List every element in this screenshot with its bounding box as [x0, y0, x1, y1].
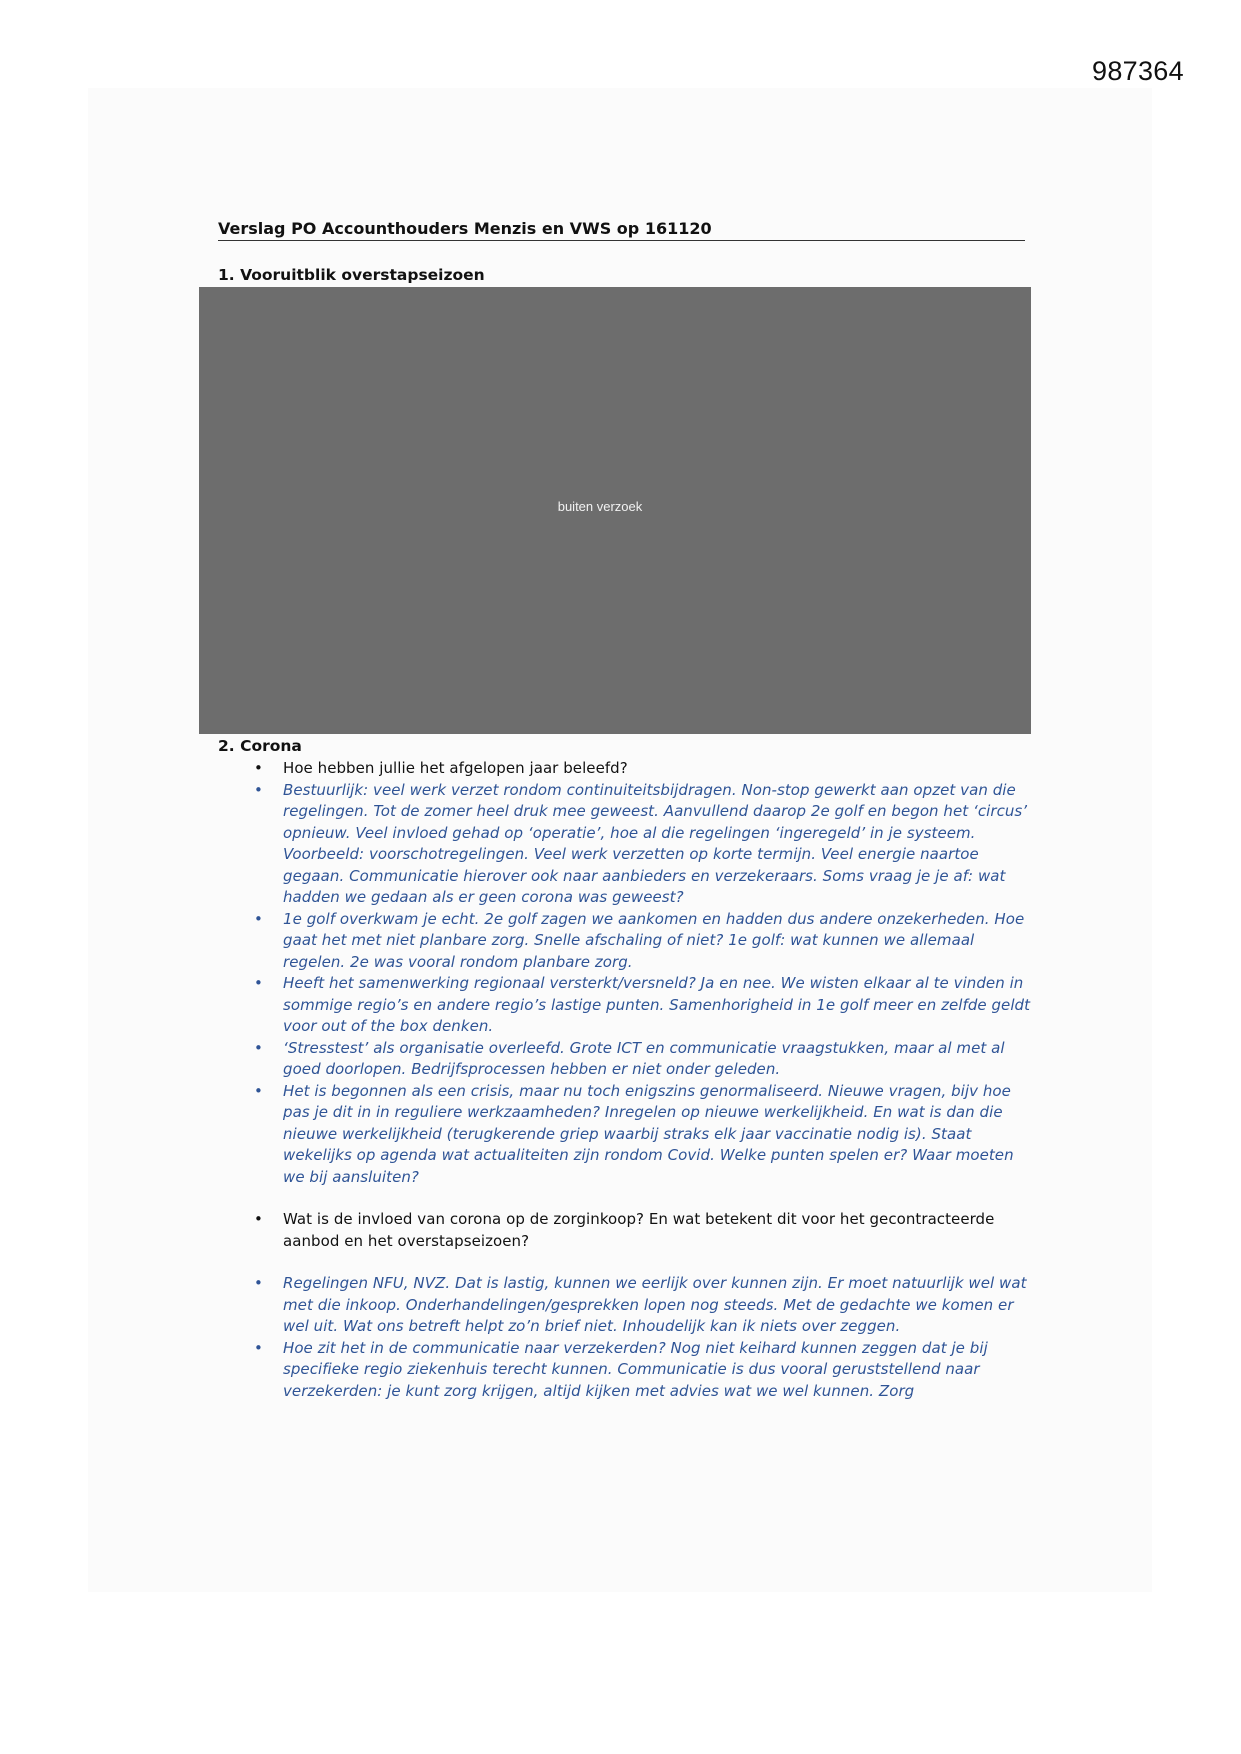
document-number: 987364: [1092, 56, 1184, 86]
corona-list: [254, 758, 1034, 1402]
bullet-icon: •: [254, 1338, 263, 1357]
bullet-icon: •: [254, 1081, 263, 1100]
item-text: 1e golf overkwam je echt. 2e golf zagen we aankomen en hadden dus andere onzekerheden. Hoe gaat het met niet planbare zorg. Snelle afschaling of niet? 1e golf: wat kunnen we allemaal regelen. 2e was vooral rondom planbare zorg.: [283, 909, 1025, 971]
section-heading-vooruitblik: 1. Vooruitblik overstapseizoen: [218, 266, 485, 284]
redaction-block: [199, 287, 1031, 734]
list-item-answer: [254, 1038, 1034, 1081]
item-text: Heeft het samenwerking regionaal versterkt/versneld? Ja en nee. We wisten elkaar al te vinden in sommige regio’s en andere regio’s lastige punten. Samenhorigheid in 1e golf meer en zelfde geldt voor out of the box denken.: [283, 974, 1031, 1035]
list-item-answer: [254, 1338, 1034, 1403]
item-text: Wat is de invloed van corona op de zorginkoop? En wat betekent dit voor het gecontracteerde aanbod en het overstapseizoen?: [283, 1210, 995, 1250]
bullet-icon: •: [254, 974, 263, 992]
list-item-question: [254, 1209, 1034, 1252]
list-item-answer: [254, 1081, 1034, 1189]
item-text: Bestuurlijk: veel werk verzet rondom continuiteitsbijdragen. Non-stop gewerkt aan opzet van die regelingen. Tot de zomer heel druk mee geweest. Aanvullend daarop 2e golf en begon het ‘circus’ opnieuw. Veel invloed gehad op ‘operatie’, hoe al die regelingen ‘ingeregeld’ in je systeem. Voorbeeld: voorschotregelingen. Veel werk verzetten op korte termijn. Veel energie naartoe gegaan. Communicatie hierover ook naar aanbieders en verzekeraars. Soms vraag je je af: wat hadden we gedaan als er geen corona was geweest?: [283, 780, 1028, 906]
item-text: ‘Stresstest’ als organisatie overleefd. Grote ICT en communicatie vraagstukken, maar al met al goed doorlopen. Bedrijfsprocessen hebben er niet onder geleden.: [283, 1038, 1005, 1078]
redaction-label: buiten verzoek: [557, 499, 643, 514]
list-item-answer: [254, 1273, 1034, 1338]
bullet-icon: •: [254, 1274, 263, 1292]
bullet-icon: •: [254, 759, 263, 777]
bullet-icon: •: [254, 1038, 263, 1057]
item-text: Hoe zit het in de communicatie naar verzekerden? Nog niet keihard kunnen zeggen dat je bij specifieke regio ziekenhuis terecht kunnen. Communicatie is dus vooral geruststellend naar verzekerden: je kunt zorg krijgen, altijd kijken met advies wat we wel kunnen. Zorg: [283, 1338, 988, 1400]
item-text: Hoe hebben jullie het afgelopen jaar beleefd?: [283, 759, 628, 777]
bullet-icon: •: [254, 909, 263, 928]
list-item-answer: [254, 780, 1034, 909]
list-item-answer: [254, 973, 1034, 1038]
bullet-icon: •: [254, 1210, 263, 1228]
bullet-icon: •: [254, 780, 263, 799]
list-item-question: [254, 758, 1034, 780]
list-item-answer: [254, 909, 1034, 974]
item-text: Het is begonnen als een crisis, maar nu toch enigszins genormaliseerd. Nieuwe vragen, bijv hoe pas je dit in in reguliere werkzaamheden? Inregelen op nieuwe werkelijkheid. En wat is dan die nieuwe werkelijkheid (terugkerende griep waarbij straks elk jaar vaccinatie nodig is). Staat wekelijks op agenda wat actualiteiten zijn rondom Covid. Welke punten spelen er? Waar moeten we bij aansluiten?: [283, 1081, 1014, 1186]
document-title: Verslag PO Accounthouders Menzis en VWS op 161120: [218, 219, 1025, 241]
section-heading-corona: 2. Corona: [218, 737, 302, 755]
item-text: Regelingen NFU, NVZ. Dat is lastig, kunnen we eerlijk over kunnen zijn. Er moet natuurlijk wel wat met die inkoop. Onderhandelingen/gesprekken lopen nog steeds. Met de gedachte we komen er wel uit. Wat ons betreft helpt zo’n brief niet. Inhoudelijk kan ik niets over zeggen.: [283, 1274, 1027, 1335]
